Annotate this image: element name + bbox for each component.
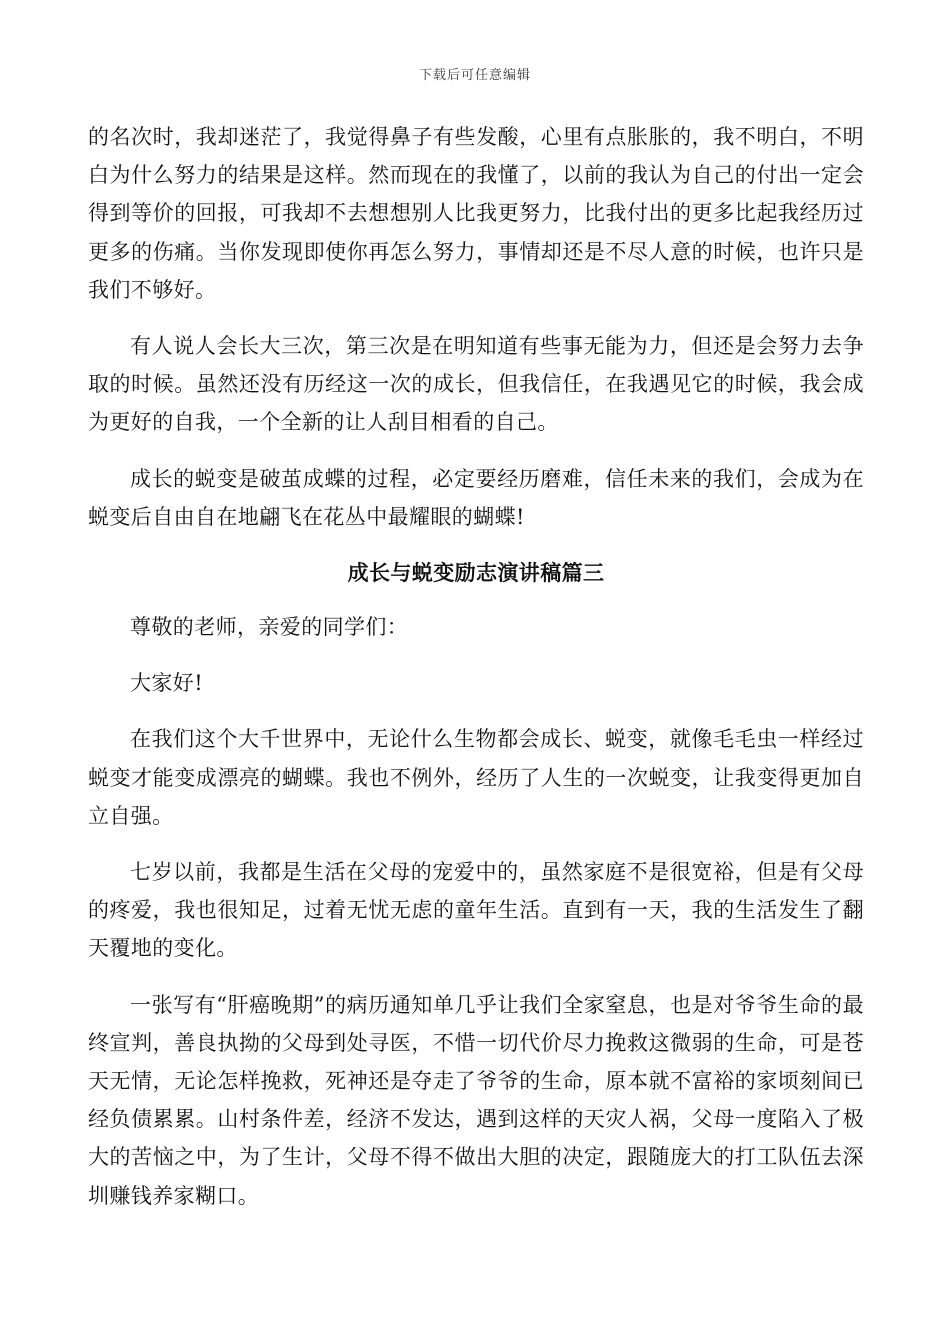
paragraph: 一张写有“肝癌晚期”的病历通知单几乎让我们全家窒息，也是对爷爷生命的最终宣判，善良执拗的父母到处寻医，不惜一切代价尽力挽救这微弱的生命，可是苍天无情，无论怎样挽救，死神还是夺走了爷爷的生命，原本就不富裕的家顷刻间已经负债累累。山村条件差，经济不发达，遇到这样的天灾人祸，父母一度陷入了极大的苦恼之中，为了生计，父母不得不做出大胆的决定，跟随庞大的打工队伍去深圳赚钱养家糊口。 <box>88 992 864 1208</box>
salutation: 尊敬的老师，亲爱的同学们： <box>130 615 409 640</box>
section-title: 成长与蜕变励志演讲稿篇三 <box>347 560 605 586</box>
paragraph: 的名次时，我却迷茫了，我觉得鼻子有些发酸，心里有点胀胀的，我不明白，不明白为什么努力的结果是这样。然而现在的我懂了，以前的我认为自己的付出一定会得到等价的回报，可我却不去想想别人比我更努力，比我付出的更多比起我经历过更多的伤痛。当你发现即使你再怎么努力，事情却还是不尽人意的时候，也许只是我们不够好。 <box>88 125 864 302</box>
document-body <box>88 118 864 1233</box>
page-header: 下载后可任意编辑 <box>418 68 531 83</box>
paragraph: 有人说人会长大三次，第三次是在明知道有些事无能为力，但还是会努力去争取的时候。虽然还没有历经这一次的成长，但我信任，在我遇见它的时候，我会成为更好的自我，一个全新的让人刮目相看的自己。 <box>88 334 864 435</box>
greeting: 大家好! <box>130 671 204 696</box>
paragraph: 七岁以前，我都是生活在父母的宠爱中的，虽然家庭不是很宽裕，但是有父母的疼爱，我也很知足，过着无忧无虑的童年生活。直到有一天，我的生活发生了翻天覆地的变化。 <box>88 860 864 961</box>
paragraph: 在我们这个大千世界中，无论什么生物都会成长、蜕变，就像毛毛虫一样经过蜕变才能变成漂亮的蝴蝶。我也不例外，经历了人生的一次蜕变，让我变得更加自立自强。 <box>88 727 864 828</box>
paragraph: 成长的蜕变是破茧成蝶的过程，必定要经历磨难，信任未来的我们，会成为在蜕变后自由自在地翩飞在花丛中最耀眼的蝴蝶! <box>88 466 864 529</box>
